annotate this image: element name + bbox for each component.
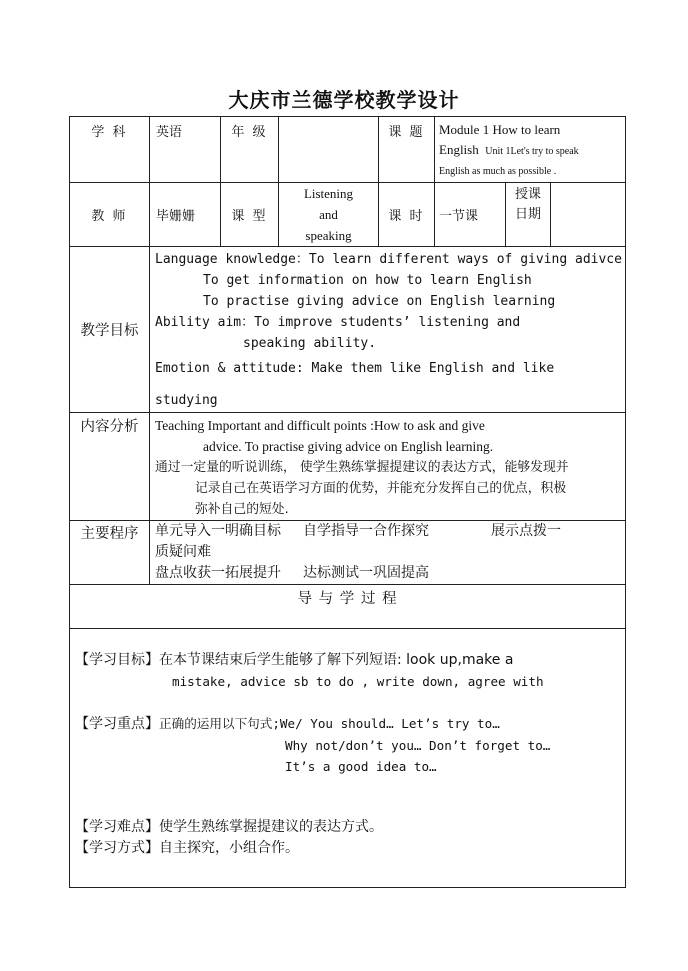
subject-label: 学 科 <box>70 117 150 183</box>
topic-line-1: Module 1 How to learn <box>439 122 561 137</box>
difficulty-tag: 【学习难点】 <box>75 819 159 835</box>
course-type-line-1: Listening <box>303 186 354 201</box>
lesson-plan-table <box>69 116 626 888</box>
difficulty-text: 使学生熟练掌握提建议的表达方式。 <box>159 819 383 835</box>
subject-value: 英语 <box>150 117 221 183</box>
objectives-line-2: To get information on how to learn English <box>203 273 532 288</box>
objectives-label: 教学目标 <box>70 247 150 413</box>
method-text: 自主探究，小组合作。 <box>159 840 299 856</box>
topic-line-2b: Unit 1Let's try to speak <box>485 146 579 157</box>
goal-line-2: mistake, advice sb to do , write down, agree with <box>172 674 544 689</box>
objectives-content <box>150 247 626 413</box>
analysis-content <box>150 413 626 521</box>
teacher-value: 毕姗姗 <box>150 183 221 247</box>
procedure-step-1: 单元导入一明确目标 <box>155 523 281 539</box>
focus-line-1: 正确的运用以下句式;We/ You should… Let’s try to… <box>159 716 500 731</box>
topic-line-2a: English <box>439 142 479 157</box>
course-type-label: 课 型 <box>221 183 279 247</box>
topic-line-3: English as much as possible . <box>439 166 557 177</box>
topic-label: 课 题 <box>379 117 435 183</box>
procedure-step-4: 盘点收获一拓展提升 <box>155 565 281 581</box>
procedure-step-3: 展示点拨一 <box>491 523 561 539</box>
process-content <box>70 629 626 888</box>
date-label <box>506 183 551 247</box>
teacher-label: 教 师 <box>70 183 150 247</box>
date-label-line-2: 日期 <box>514 207 541 222</box>
course-type-line-2: and <box>319 207 338 222</box>
date-label-line-1: 授课 <box>514 187 541 202</box>
date-value <box>551 183 626 247</box>
focus-tag: 【学习重点】 <box>75 716 159 732</box>
grade-value <box>279 117 379 183</box>
analysis-line-3: 通过一定量的听说训练， 使学生熟练掌握提建议的表达方式，能够发现并 <box>155 460 569 475</box>
focus-line-3: It’s a good idea to… <box>285 759 437 774</box>
goal-tag: 【学习目标】 <box>75 652 159 668</box>
analysis-line-5: 弥补自己的短处. <box>195 502 289 517</box>
grade-label: 年 级 <box>221 117 279 183</box>
objectives-line-1: Language knowledge：To learn different ways of giving adivce <box>155 252 622 267</box>
goal-line-1: 在本节课结束后学生能够了解下列短语: look up,make a <box>159 652 514 668</box>
topic-value <box>435 117 626 183</box>
objectives-line-4: Ability aim：To improve students’ listening and <box>155 315 521 330</box>
class-hours-value: 一节课 <box>435 183 506 247</box>
procedure-step-3-cont: 质疑问难 <box>155 544 211 560</box>
analysis-line-2: advice. To practise giving advice on English learning. <box>203 439 494 454</box>
analysis-line-1: Teaching Important and difficult points :How to ask and give <box>155 418 485 433</box>
objectives-line-3: To practise giving advice on English learning <box>203 294 556 309</box>
procedure-step-5: 达标测试一巩固提高 <box>303 565 429 581</box>
procedure-content <box>150 521 626 585</box>
course-type-value <box>279 183 379 247</box>
procedure-step-2: 自学指导一合作探究 <box>303 523 429 539</box>
method-tag: 【学习方式】 <box>75 840 159 856</box>
course-type-line-3: speaking <box>305 228 352 243</box>
analysis-label: 内容分析 <box>70 413 150 521</box>
objectives-line-5: speaking ability. <box>243 336 377 351</box>
objectives-line-7: studying <box>155 393 218 408</box>
focus-line-2: Why not/don’t you… Don’t forget to… <box>285 738 551 753</box>
class-hours-label: 课 时 <box>379 183 435 247</box>
page-title: 大庆市兰德学校教学设计 <box>228 88 460 112</box>
objectives-line-6: Emotion & attitude: Make them like English and like <box>155 361 555 376</box>
analysis-line-4: 记录自己在英语学习方面的优势，并能充分发挥自己的优点，积极 <box>195 481 567 496</box>
process-header: 导 与 学 过 程 <box>70 585 626 629</box>
procedure-label: 主要程序 <box>70 521 150 585</box>
